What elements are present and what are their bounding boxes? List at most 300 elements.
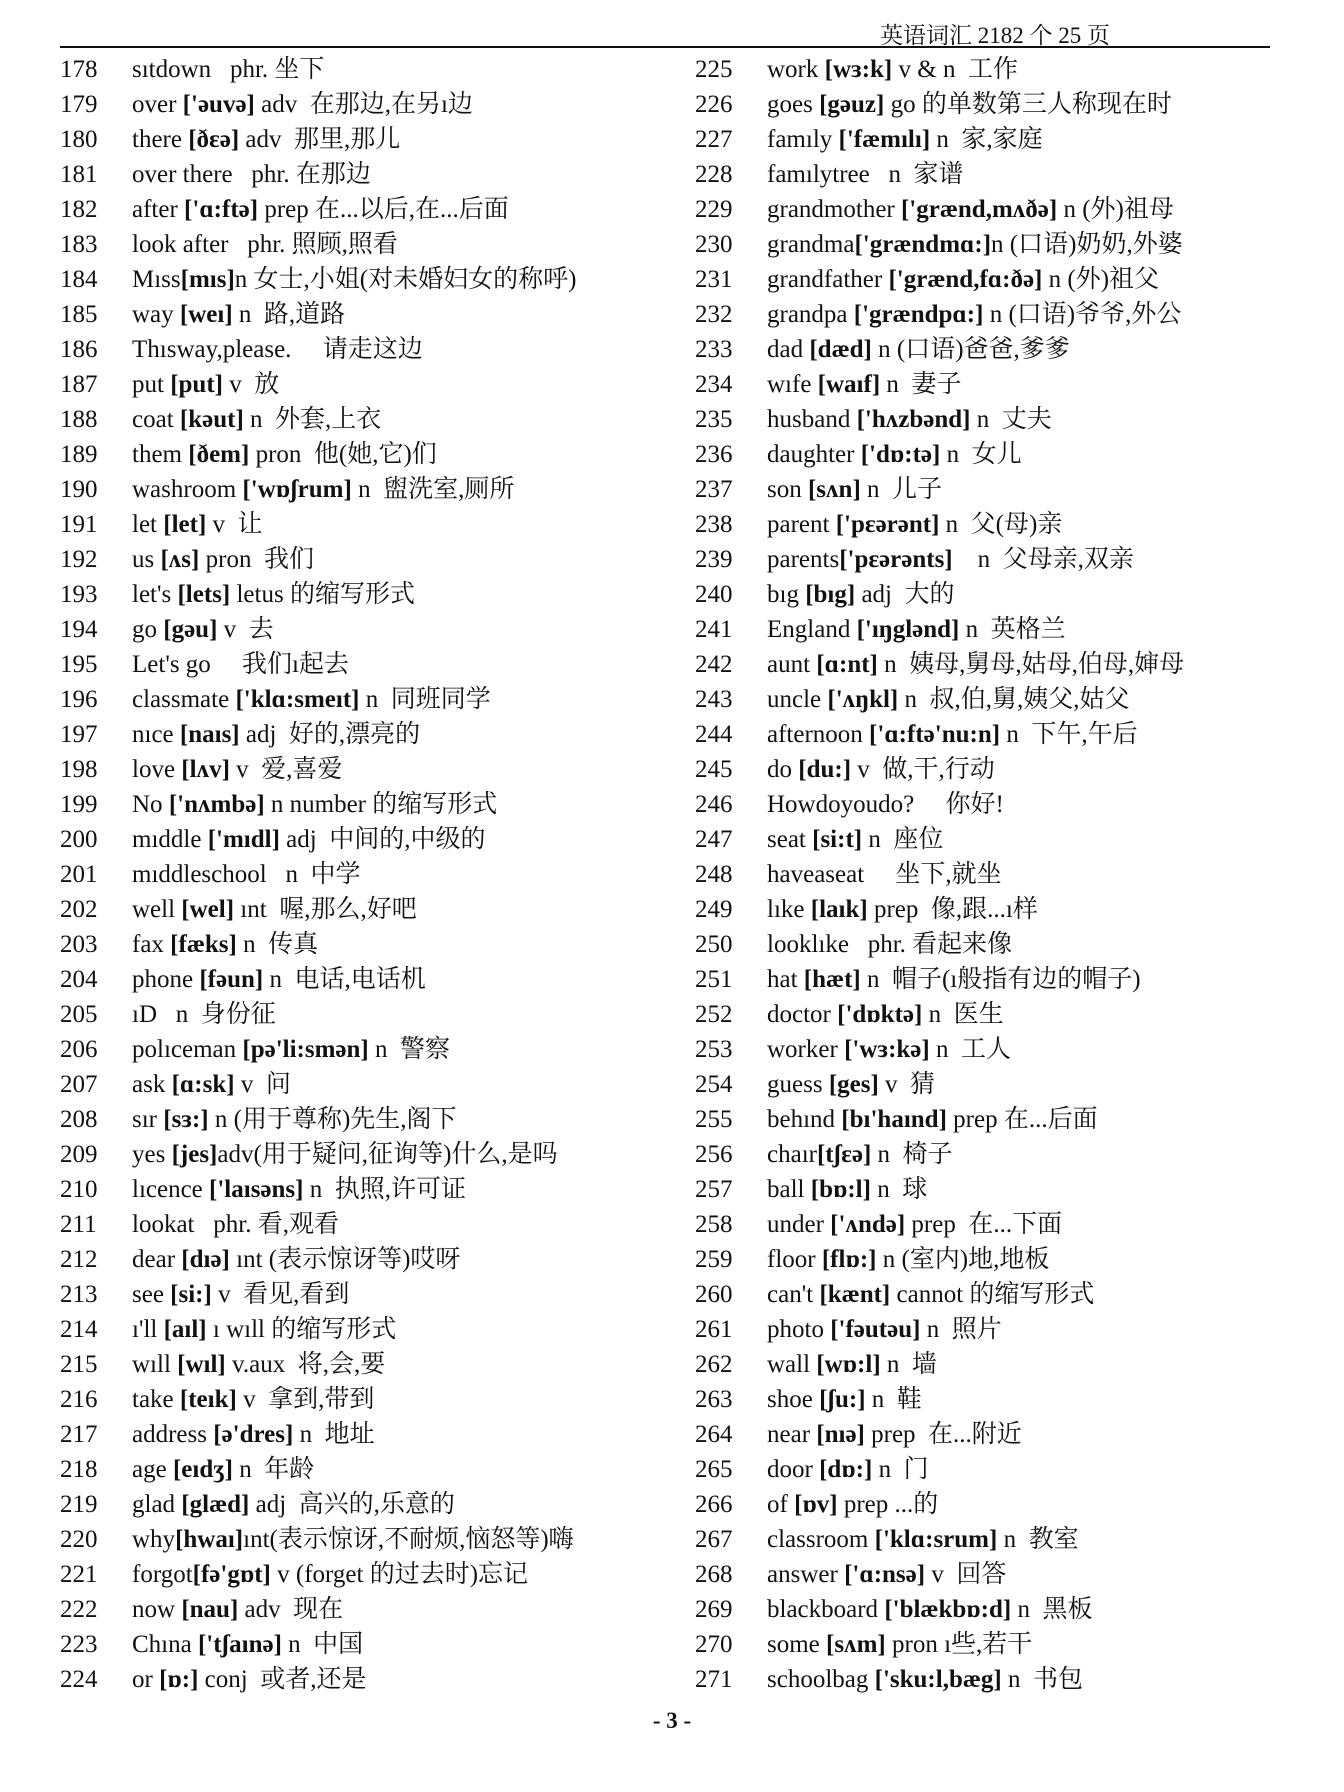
entry-number: 210 bbox=[60, 1176, 98, 1203]
entry-number: 247 bbox=[695, 826, 733, 853]
entry-word: lookat bbox=[132, 1211, 195, 1238]
vocab-entry bbox=[695, 1172, 1315, 1207]
entry-body bbox=[132, 822, 680, 857]
entry-definition: adv 在那边,在另ı边 bbox=[254, 91, 473, 118]
entry-phonetic: ['wɜ:kə] bbox=[844, 1036, 930, 1063]
entry-number: 211 bbox=[60, 1211, 97, 1238]
vocab-entry bbox=[695, 1557, 1315, 1592]
entry-definition: n (口语)爷爷,外公 bbox=[983, 301, 1182, 328]
entry-body bbox=[132, 542, 680, 577]
entry-number: 268 bbox=[695, 1561, 733, 1588]
entry-number: 246 bbox=[695, 791, 733, 818]
entry-body bbox=[132, 227, 680, 262]
entry-number: 244 bbox=[695, 721, 733, 748]
entry-phonetic: [aıl] bbox=[163, 1316, 207, 1343]
vocab-entry bbox=[695, 612, 1315, 647]
entry-phonetic: ['hʌzbənd] bbox=[856, 406, 971, 433]
entry-word: lıke bbox=[767, 896, 811, 923]
entry-body bbox=[767, 1102, 1315, 1137]
entry-phonetic: [waıf] bbox=[817, 371, 881, 398]
entry-word: over bbox=[132, 91, 183, 118]
vocab-entry bbox=[695, 1277, 1315, 1312]
entry-phonetic: ['ɑ:nsə] bbox=[844, 1561, 926, 1588]
entry-word: England bbox=[767, 616, 857, 643]
entry-definition: prep 在...以后,在...后面 bbox=[258, 196, 509, 223]
vocab-entry bbox=[695, 192, 1315, 227]
entry-body bbox=[132, 402, 680, 437]
entry-number: 183 bbox=[60, 231, 98, 258]
entry-definition: phr. 看,观看 bbox=[194, 1211, 339, 1238]
entry-phonetic: ['grændmɑ:] bbox=[854, 231, 992, 258]
vocab-entry bbox=[60, 1452, 680, 1487]
entry-definition: n (口语)奶奶,外婆 bbox=[991, 231, 1183, 258]
entry-word: ı'll bbox=[132, 1316, 164, 1343]
vocab-entry bbox=[60, 1382, 680, 1417]
entry-definition: prep 像,跟...ı样 bbox=[867, 896, 1038, 923]
entry-number: 240 bbox=[695, 581, 733, 608]
vocab-entry bbox=[695, 1417, 1315, 1452]
entry-definition: n 外套,上衣 bbox=[243, 406, 382, 433]
vocab-entry bbox=[60, 1102, 680, 1137]
entry-phonetic: [ðɛə] bbox=[188, 126, 240, 153]
entry-word: classmate bbox=[132, 686, 236, 713]
entry-definition: n 年龄 bbox=[233, 1456, 315, 1483]
entry-number: 269 bbox=[695, 1596, 733, 1623]
entry-phonetic: [bɒ:l] bbox=[810, 1176, 871, 1203]
entry-number: 255 bbox=[695, 1106, 733, 1133]
entry-definition: v.aux 将,会,要 bbox=[225, 1351, 386, 1378]
entry-definition: n 鞋 bbox=[865, 1386, 922, 1413]
vocab-entry bbox=[695, 1662, 1315, 1697]
entry-phonetic: [hæt] bbox=[803, 966, 861, 993]
entry-word: why bbox=[132, 1526, 176, 1553]
entry-phonetic: [let] bbox=[163, 511, 207, 538]
entry-number: 208 bbox=[60, 1106, 98, 1133]
entry-word: coat bbox=[132, 406, 180, 433]
entry-phonetic: [ges] bbox=[828, 1071, 879, 1098]
entry-definition: n 丈夫 bbox=[970, 406, 1052, 433]
entry-word: some bbox=[767, 1631, 827, 1658]
entry-phonetic: [gəu] bbox=[163, 616, 218, 643]
entry-phonetic: ['grænd,mʌðə] bbox=[900, 196, 1058, 223]
vocab-entry bbox=[60, 472, 680, 507]
entry-body bbox=[132, 577, 680, 612]
entry-definition: n 儿子 bbox=[860, 476, 943, 503]
entry-word: doctor bbox=[767, 1001, 838, 1028]
vocab-entry bbox=[695, 962, 1315, 997]
entry-body bbox=[132, 332, 680, 367]
entry-number: 191 bbox=[60, 511, 98, 538]
entry-definition: prep 在...后面 bbox=[946, 1106, 1098, 1133]
entry-body bbox=[767, 1312, 1315, 1347]
vocab-entry bbox=[695, 1592, 1315, 1627]
vocab-entry bbox=[695, 52, 1315, 87]
entry-word: there bbox=[132, 126, 189, 153]
entry-definition: adj 好的,漂亮的 bbox=[239, 721, 421, 748]
entry-definition: n 座位 bbox=[862, 826, 944, 853]
entry-body bbox=[132, 1242, 680, 1277]
entry-number: 266 bbox=[695, 1491, 733, 1518]
entry-number: 260 bbox=[695, 1281, 733, 1308]
entry-body bbox=[132, 717, 680, 752]
entry-body bbox=[767, 927, 1315, 962]
entry-body bbox=[132, 472, 680, 507]
entry-body bbox=[767, 122, 1315, 157]
entry-body bbox=[132, 997, 680, 1032]
entry-number: 231 bbox=[695, 266, 733, 293]
entry-number: 201 bbox=[60, 861, 98, 888]
entry-definition: adv(用于疑问,征询等)什么,是吗 bbox=[217, 1141, 558, 1168]
entry-phonetic: ['ɑ:ftə] bbox=[184, 196, 259, 223]
entry-body bbox=[132, 962, 680, 997]
vocab-entry bbox=[695, 507, 1315, 542]
vocab-entry bbox=[695, 997, 1315, 1032]
entry-number: 217 bbox=[60, 1421, 98, 1448]
entry-word: go bbox=[132, 616, 164, 643]
vocab-entry bbox=[60, 1662, 680, 1697]
entry-definition: n 姨母,舅母,姑母,伯母,婶母 bbox=[877, 651, 1185, 678]
entry-word: nıce bbox=[132, 721, 180, 748]
entry-definition: 坐下,就坐 bbox=[864, 861, 1002, 888]
vocab-entry bbox=[60, 1347, 680, 1382]
entry-body bbox=[767, 87, 1315, 122]
entry-body bbox=[767, 1662, 1315, 1697]
entry-body bbox=[767, 227, 1315, 262]
entry-phonetic: [eıdʒ] bbox=[172, 1456, 234, 1483]
entry-definition: v (forget 的过去时)忘记 bbox=[270, 1561, 529, 1588]
entry-number: 233 bbox=[695, 336, 733, 363]
vocab-entry bbox=[60, 122, 680, 157]
entry-body bbox=[132, 1382, 680, 1417]
vocab-entry bbox=[695, 1137, 1315, 1172]
entry-phonetic: ['ɑ:ftə'nu:n] bbox=[869, 721, 1001, 748]
entry-number: 196 bbox=[60, 686, 98, 713]
entry-body bbox=[767, 332, 1315, 367]
entry-phonetic: [fæks] bbox=[170, 931, 237, 958]
entry-word: uncle bbox=[767, 686, 828, 713]
entry-phonetic: [wıl] bbox=[177, 1351, 226, 1378]
entry-word: famılytree bbox=[767, 161, 870, 188]
entry-body bbox=[132, 1347, 680, 1382]
entry-definition: pron 我们 bbox=[199, 546, 314, 573]
entry-word: forgot bbox=[132, 1561, 193, 1588]
entry-body bbox=[132, 1032, 680, 1067]
entry-number: 223 bbox=[60, 1631, 98, 1658]
entry-word: polıceman bbox=[132, 1036, 243, 1063]
entry-phonetic: ['ıŋglənd] bbox=[856, 616, 960, 643]
entry-number: 258 bbox=[695, 1211, 733, 1238]
entry-body bbox=[132, 1557, 680, 1592]
entry-word: parents bbox=[767, 546, 840, 573]
entry-phonetic: [lets] bbox=[177, 581, 231, 608]
entry-number: 222 bbox=[60, 1596, 98, 1623]
entry-word: of bbox=[767, 1491, 795, 1518]
entry-body bbox=[767, 822, 1315, 857]
entry-word: afternoon bbox=[767, 721, 870, 748]
entry-number: 221 bbox=[60, 1561, 98, 1588]
entry-word: wall bbox=[767, 1351, 817, 1378]
vocab-entry bbox=[60, 752, 680, 787]
entry-body bbox=[132, 892, 680, 927]
entry-definition: n 球 bbox=[870, 1176, 928, 1203]
entry-word: fax bbox=[132, 931, 171, 958]
entry-word: grandmother bbox=[767, 196, 901, 223]
entry-number: 248 bbox=[695, 861, 733, 888]
vocab-entry bbox=[695, 1627, 1315, 1662]
vocab-entry bbox=[60, 1242, 680, 1277]
entry-body bbox=[132, 1067, 680, 1102]
entry-definition: n 家,家庭 bbox=[930, 126, 1043, 153]
entry-definition: n 墙 bbox=[880, 1351, 937, 1378]
entry-body bbox=[132, 1207, 680, 1242]
entry-number: 187 bbox=[60, 371, 98, 398]
entry-body bbox=[132, 1137, 680, 1172]
entry-word: look after bbox=[132, 231, 229, 258]
entry-phonetic: [tʃɛə] bbox=[816, 1141, 872, 1168]
entry-word: love bbox=[132, 756, 182, 783]
entry-phonetic: [bı'haınd] bbox=[841, 1106, 947, 1133]
entry-definition: v 爱,喜爱 bbox=[229, 756, 343, 783]
entry-body bbox=[132, 1452, 680, 1487]
entry-phonetic: [dıə] bbox=[181, 1246, 230, 1273]
vocab-entry bbox=[695, 822, 1315, 857]
entry-definition: 我们ı起去 bbox=[210, 651, 349, 678]
entry-body bbox=[767, 297, 1315, 332]
entry-definition: v 放 bbox=[223, 371, 280, 398]
entry-body bbox=[767, 1522, 1315, 1557]
entry-word: address bbox=[132, 1421, 214, 1448]
entry-number: 179 bbox=[60, 91, 98, 118]
vocab-entry bbox=[60, 437, 680, 472]
entry-body bbox=[132, 262, 680, 297]
entry-body bbox=[132, 787, 680, 822]
entry-body bbox=[767, 402, 1315, 437]
entry-word: worker bbox=[767, 1036, 845, 1063]
entry-definition: adj 大的 bbox=[855, 581, 955, 608]
vocab-entry bbox=[695, 157, 1315, 192]
vocab-entry bbox=[695, 1487, 1315, 1522]
entry-body bbox=[767, 577, 1315, 612]
vocab-entry bbox=[695, 1067, 1315, 1102]
entry-number: 178 bbox=[60, 56, 98, 83]
entry-number: 271 bbox=[695, 1666, 733, 1693]
entry-word: way bbox=[132, 301, 180, 328]
entry-word: guess bbox=[767, 1071, 829, 1098]
entry-body bbox=[767, 647, 1315, 682]
entry-phonetic: [dɒ:] bbox=[819, 1456, 873, 1483]
entry-number: 245 bbox=[695, 756, 733, 783]
entry-definition: go 的单数第三人称现在时 bbox=[884, 91, 1172, 118]
entry-body bbox=[132, 157, 680, 192]
vocab-entry bbox=[60, 297, 680, 332]
entry-body bbox=[767, 612, 1315, 647]
entry-phonetic: ['sku:l,bæg] bbox=[874, 1666, 1002, 1693]
entry-number: 242 bbox=[695, 651, 733, 678]
vocab-entry bbox=[60, 1137, 680, 1172]
entry-word: grandma bbox=[767, 231, 855, 258]
entry-definition: adj 高兴的,乐意的 bbox=[249, 1491, 455, 1518]
entry-word: shoe bbox=[767, 1386, 820, 1413]
entry-number: 194 bbox=[60, 616, 98, 643]
entry-body bbox=[767, 542, 1315, 577]
entry-number: 182 bbox=[60, 196, 98, 223]
entry-body bbox=[132, 1102, 680, 1137]
entry-phonetic: [lʌv] bbox=[181, 756, 230, 783]
entry-word: floor bbox=[767, 1246, 822, 1273]
entry-body bbox=[132, 1627, 680, 1662]
entry-number: 206 bbox=[60, 1036, 98, 1063]
entry-phonetic: [flɒ:] bbox=[821, 1246, 877, 1273]
entry-body bbox=[132, 1522, 680, 1557]
entry-definition: n 教室 bbox=[997, 1526, 1079, 1553]
entry-body bbox=[132, 437, 680, 472]
entry-phonetic: ['blækbɒ:d] bbox=[884, 1596, 1012, 1623]
entry-word: see bbox=[132, 1281, 171, 1308]
vocab-entry bbox=[695, 122, 1315, 157]
entry-definition: n 医生 bbox=[922, 1001, 1004, 1028]
vocab-entry bbox=[695, 297, 1315, 332]
entry-phonetic: [wɒ:l] bbox=[816, 1351, 881, 1378]
entry-word: chaır bbox=[767, 1141, 817, 1168]
entry-definition: v 回答 bbox=[925, 1561, 1007, 1588]
vocab-entry bbox=[695, 1207, 1315, 1242]
entry-definition: 你好! bbox=[914, 791, 1004, 818]
vocab-entry bbox=[695, 262, 1315, 297]
entry-phonetic: ['fæmılı] bbox=[838, 126, 931, 153]
entry-body bbox=[767, 1137, 1315, 1172]
vocab-entry bbox=[60, 1627, 680, 1662]
vocab-entry bbox=[695, 542, 1315, 577]
entry-number: 205 bbox=[60, 1001, 98, 1028]
vocab-entry bbox=[60, 402, 680, 437]
entry-body bbox=[767, 1032, 1315, 1067]
entry-word: behınd bbox=[767, 1106, 842, 1133]
vocab-entry bbox=[60, 1417, 680, 1452]
vocab-entry bbox=[60, 1067, 680, 1102]
entry-definition: n 盥洗室,厕所 bbox=[351, 476, 515, 503]
entry-word: Mıss bbox=[132, 266, 181, 293]
vocab-entry bbox=[695, 1522, 1315, 1557]
entry-definition: n 女儿 bbox=[940, 441, 1022, 468]
entry-number: 203 bbox=[60, 931, 98, 958]
entry-phonetic: [pə'li:smən] bbox=[242, 1036, 369, 1063]
entry-phonetic: [ɑ:nt] bbox=[816, 651, 878, 678]
entry-number: 267 bbox=[695, 1526, 733, 1553]
entry-definition: n 书包 bbox=[1001, 1666, 1084, 1693]
entry-definition: n 执照,许可证 bbox=[303, 1176, 466, 1203]
entry-number: 250 bbox=[695, 931, 733, 958]
entry-phonetic: ['wɒʃrum] bbox=[242, 476, 352, 503]
vocab-column-left bbox=[60, 52, 680, 1697]
entry-body bbox=[767, 262, 1315, 297]
entry-word: ask bbox=[132, 1071, 172, 1098]
vocab-entry bbox=[60, 542, 680, 577]
entry-definition: v 做,干,行动 bbox=[851, 756, 995, 783]
vocab-entry bbox=[695, 1347, 1315, 1382]
entry-definition: v 看见,看到 bbox=[211, 1281, 350, 1308]
entry-word: bıg bbox=[767, 581, 806, 608]
vocab-entry bbox=[695, 1102, 1315, 1137]
entry-definition: n 英格兰 bbox=[959, 616, 1066, 643]
entry-phonetic: ['grænd,fɑ:ðə] bbox=[888, 266, 1043, 293]
entry-body bbox=[132, 612, 680, 647]
entry-word: aunt bbox=[767, 651, 817, 678]
entry-number: 209 bbox=[60, 1141, 98, 1168]
vocab-entry bbox=[60, 1207, 680, 1242]
entry-number: 236 bbox=[695, 441, 733, 468]
entry-definition: n 警察 bbox=[368, 1036, 451, 1063]
entry-phonetic: [put] bbox=[170, 371, 223, 398]
vocab-entry bbox=[60, 1592, 680, 1627]
entry-body bbox=[132, 927, 680, 962]
vocab-entry bbox=[695, 1032, 1315, 1067]
entry-definition: n number 的缩写形式 bbox=[264, 791, 498, 818]
entry-word: them bbox=[132, 441, 189, 468]
entry-body bbox=[132, 647, 680, 682]
entry-phonetic: ['mıdl] bbox=[207, 826, 280, 853]
entry-word: No bbox=[132, 791, 169, 818]
entry-body bbox=[767, 1487, 1315, 1522]
entry-word: classroom bbox=[767, 1526, 875, 1553]
entry-body bbox=[132, 1312, 680, 1347]
entry-definition: cannot 的缩写形式 bbox=[890, 1281, 1095, 1308]
entry-number: 249 bbox=[695, 896, 733, 923]
entry-definition: phr. 在那边 bbox=[232, 161, 371, 188]
entry-definition: n 椅子 bbox=[871, 1141, 953, 1168]
vocab-entry bbox=[60, 787, 680, 822]
entry-definition: n 地址 bbox=[293, 1421, 375, 1448]
entry-phonetic: [ɒv] bbox=[794, 1491, 838, 1518]
entry-definition: n 父(母)亲 bbox=[939, 511, 1063, 538]
entry-phonetic: [dæd] bbox=[809, 336, 872, 363]
entry-number: 251 bbox=[695, 966, 733, 993]
entry-phonetic: [ɒ:] bbox=[159, 1666, 199, 1693]
entry-phonetic: ['grændpɑ:] bbox=[853, 301, 984, 328]
entry-body bbox=[767, 1557, 1315, 1592]
entry-phonetic: ['pɛərənt] bbox=[835, 511, 940, 538]
entry-number: 202 bbox=[60, 896, 98, 923]
entry-definition: n 黑板 bbox=[1011, 1596, 1093, 1623]
entry-phonetic: [fəun] bbox=[199, 966, 264, 993]
vocab-entry bbox=[695, 1452, 1315, 1487]
vocab-entry bbox=[60, 647, 680, 682]
vocab-entry bbox=[695, 647, 1315, 682]
entry-definition: n 妻子 bbox=[880, 371, 962, 398]
entry-number: 254 bbox=[695, 1071, 733, 1098]
entry-phonetic: [laık] bbox=[810, 896, 868, 923]
entry-body bbox=[132, 1277, 680, 1312]
vocab-entry bbox=[695, 332, 1315, 367]
entry-body bbox=[767, 192, 1315, 227]
entry-number: 219 bbox=[60, 1491, 98, 1518]
entry-definition: conj 或者,还是 bbox=[198, 1666, 367, 1693]
entry-word: answer bbox=[767, 1561, 845, 1588]
entry-number: 252 bbox=[695, 1001, 733, 1028]
entry-word: wıfe bbox=[767, 371, 818, 398]
entry-word: let's bbox=[132, 581, 178, 608]
entry-phonetic: [ʌs] bbox=[160, 546, 200, 573]
entry-definition: adv 现在 bbox=[238, 1596, 344, 1623]
entry-body bbox=[767, 367, 1315, 402]
entry-number: 181 bbox=[60, 161, 98, 188]
entry-body bbox=[132, 857, 680, 892]
entry-phonetic: [wel] bbox=[181, 896, 235, 923]
vocab-entry bbox=[695, 402, 1315, 437]
entry-word: washroom bbox=[132, 476, 243, 503]
entry-number: 220 bbox=[60, 1526, 98, 1553]
entry-word: ball bbox=[767, 1176, 811, 1203]
entry-body bbox=[132, 52, 680, 87]
